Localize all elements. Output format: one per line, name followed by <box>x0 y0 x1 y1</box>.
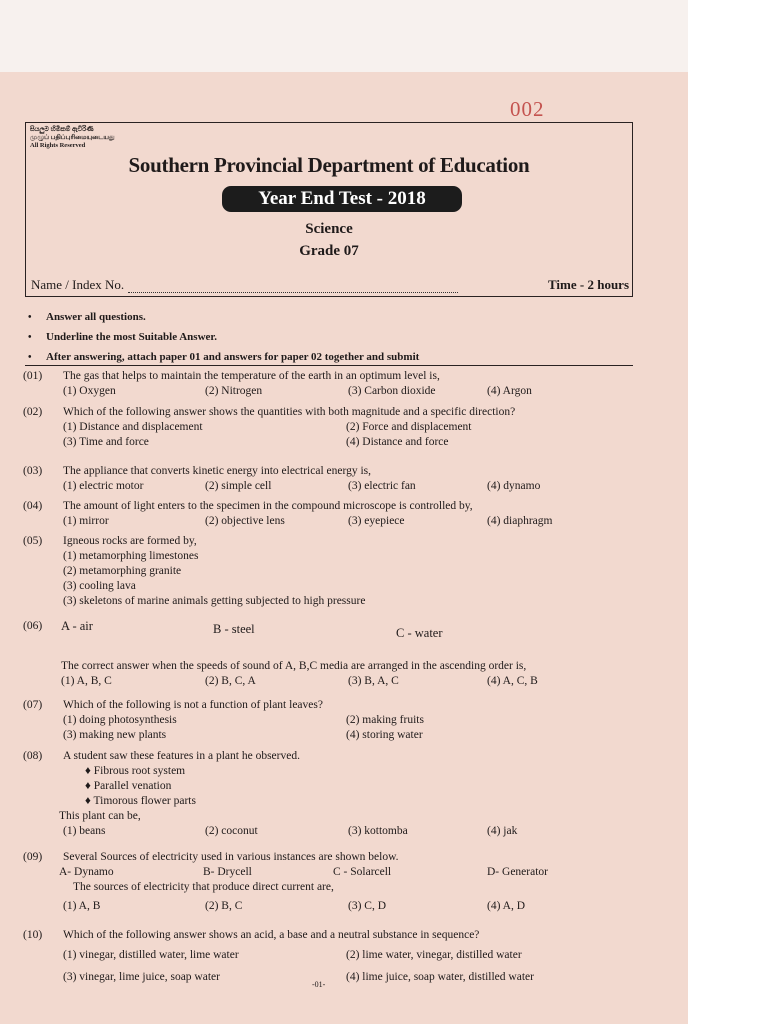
answer-option[interactable]: (1) electric motor <box>63 480 144 492</box>
exam-paper <box>0 72 688 1024</box>
answer-option[interactable]: (1) doing photosynthesis <box>63 714 177 726</box>
bullet-icon: • <box>28 311 32 323</box>
answer-option[interactable]: (3) skeletons of marine animals getting subjected to high pressure <box>63 595 366 607</box>
question-number: (04) <box>23 500 43 512</box>
rights-line-english: All Rights Reserved <box>30 142 86 149</box>
bullet-icon: • <box>28 351 32 363</box>
question-number: (03) <box>23 465 43 477</box>
instructions-list <box>28 307 648 367</box>
paper-code: 002 <box>510 97 545 121</box>
diamond-bullet-icon: ♦ <box>85 795 94 807</box>
answer-option[interactable]: (2) B, C, A <box>205 675 256 687</box>
test-title-badge: Year End Test - 2018 <box>222 186 462 212</box>
medium-item: B - steel <box>213 622 255 636</box>
source-item: C - Solarcell <box>333 866 392 878</box>
answer-option[interactable]: (3) eyepiece <box>348 515 405 527</box>
diamond-bullet-icon: ♦ <box>85 780 94 792</box>
question-tail: This plant can be, <box>59 810 141 822</box>
feature-item: ♦ Fibrous root system <box>85 765 186 777</box>
question-text: Which of the following answer shows the quantities with both magnitude and a specific direction? <box>63 406 516 418</box>
question-text: Which of the following is not a function of plant leaves? <box>63 699 323 711</box>
feature-item: ♦ Timorous flower parts <box>85 795 196 807</box>
department-title: Southern Provincial Department of Education <box>128 153 530 177</box>
answer-option[interactable]: (4) lime juice, soap water, distilled water <box>346 971 534 983</box>
answer-option[interactable]: (3) Carbon dioxide <box>348 385 436 397</box>
rights-line-tamil: முழுப் பதிப்புரிமையுடையது <box>30 134 115 141</box>
question-number: (05) <box>23 535 43 547</box>
name-index-label: Name / Index No. <box>31 277 125 292</box>
answer-option[interactable]: (4) diaphragm <box>487 515 553 527</box>
question-text: A student saw these features in a plant he observed. <box>63 750 300 762</box>
source-item: A- Dynamo <box>59 866 114 878</box>
answer-option[interactable]: (2) objective lens <box>205 515 285 527</box>
answer-option[interactable]: (2) lime water, vinegar, distilled water <box>346 949 522 961</box>
subject-label: Science <box>305 221 353 237</box>
answer-option[interactable]: (3) C, D <box>348 900 387 912</box>
page-number: -01- <box>312 980 326 989</box>
answer-option[interactable]: (1) mirror <box>63 515 109 527</box>
time-allowed: Time - 2 hours <box>547 277 629 292</box>
answer-option[interactable]: (1) metamorphing limestones <box>63 550 199 562</box>
name-index-field[interactable] <box>31 277 458 293</box>
answer-option[interactable]: (3) Time and force <box>63 436 149 448</box>
answer-option[interactable]: (1) vinegar, distilled water, lime water <box>63 949 239 961</box>
answer-option[interactable]: (4) Distance and force <box>346 436 449 448</box>
answer-option[interactable]: (2) simple cell <box>205 480 272 492</box>
answer-option[interactable]: (3) B, A, C <box>348 675 399 687</box>
answer-option[interactable]: (4) storing water <box>346 729 423 741</box>
grade-label: Grade 07 <box>299 243 359 259</box>
answer-option[interactable]: (4) A, D <box>487 900 526 912</box>
bullet-icon: • <box>28 331 32 343</box>
answer-option[interactable]: (3) electric fan <box>348 480 416 492</box>
question-text: The correct answer when the speeds of sound of A, B,C media are arranged in the ascending order is, <box>61 660 527 672</box>
question-text: The gas that helps to maintain the temperature of the earth in an optimum level is, <box>63 370 440 382</box>
source-item: B- Drycell <box>203 866 252 878</box>
instruction-item: • Underline the most Suitable Answer. <box>28 331 218 343</box>
answer-option[interactable]: (1) Oxygen <box>63 385 116 397</box>
answer-option[interactable]: (3) making new plants <box>63 729 167 741</box>
answer-option[interactable]: (1) A, B, C <box>61 675 112 687</box>
question-number: (01) <box>23 370 43 382</box>
answer-option[interactable]: (2) making fruits <box>346 714 424 726</box>
instruction-item: • Answer all questions. <box>28 311 146 323</box>
question-number: (10) <box>23 929 43 941</box>
answer-option[interactable]: (1) Distance and displacement <box>63 421 203 433</box>
answer-option[interactable]: (4) Argon <box>487 385 532 397</box>
question-number: (02) <box>23 406 43 418</box>
question-text: Several Sources of electricity used in various instances are shown below. <box>63 851 399 863</box>
rights-line-sinhala: සියලුම හිමිකම් ඇවිරිණි <box>30 126 94 133</box>
answer-option[interactable]: (2) coconut <box>205 825 258 837</box>
question-text: The appliance that converts kinetic energy into electrical energy is, <box>63 465 372 477</box>
instruction-item: • After answering, attach paper 01 and answers for paper 02 together and submit <box>28 351 420 363</box>
answer-option[interactable]: (1) A, B <box>63 900 101 912</box>
answer-option[interactable]: (4) jak <box>487 825 518 837</box>
rights-reserved-logo <box>30 126 115 150</box>
answer-option[interactable]: (2) metamorphing granite <box>63 565 182 577</box>
medium-item: A - air <box>61 619 93 633</box>
answer-option[interactable]: (2) Nitrogen <box>205 385 263 397</box>
answer-option[interactable]: (2) Force and displacement <box>346 421 472 433</box>
header-box <box>25 122 633 297</box>
answer-option[interactable]: (1) beans <box>63 825 106 837</box>
answer-option[interactable]: (3) cooling lava <box>63 580 136 592</box>
name-dotted-line <box>128 282 458 293</box>
answer-option[interactable]: (2) B, C <box>205 900 243 912</box>
media-list <box>61 619 661 649</box>
question-number: (09) <box>23 851 43 863</box>
question-number: (08) <box>23 750 43 762</box>
feature-item: ♦ Parallel venation <box>85 780 172 792</box>
answer-option[interactable]: (4) A, C, B <box>487 675 538 687</box>
scan-right-margin <box>688 0 768 1024</box>
question-text: The amount of light enters to the specimen in the compound microscope is controlled by, <box>63 500 473 512</box>
question-tail: The sources of electricity that produce direct current are, <box>73 881 334 893</box>
divider-rule <box>25 365 633 366</box>
answer-option[interactable]: (3) kottomba <box>348 825 408 837</box>
scan-top-margin <box>0 0 688 72</box>
source-item: D- Generator <box>487 866 548 878</box>
question-text: Which of the following answer shows an acid, a base and a neutral substance in sequence? <box>63 929 480 941</box>
answer-option[interactable]: (4) dynamo <box>487 480 541 492</box>
diamond-bullet-icon: ♦ <box>85 765 94 777</box>
question-number: (07) <box>23 699 43 711</box>
medium-item: C - water <box>396 626 443 640</box>
question-number: (06) <box>23 620 43 632</box>
answer-option[interactable]: (3) vinegar, lime juice, soap water <box>63 971 220 983</box>
question-text: Igneous rocks are formed by, <box>63 535 197 547</box>
